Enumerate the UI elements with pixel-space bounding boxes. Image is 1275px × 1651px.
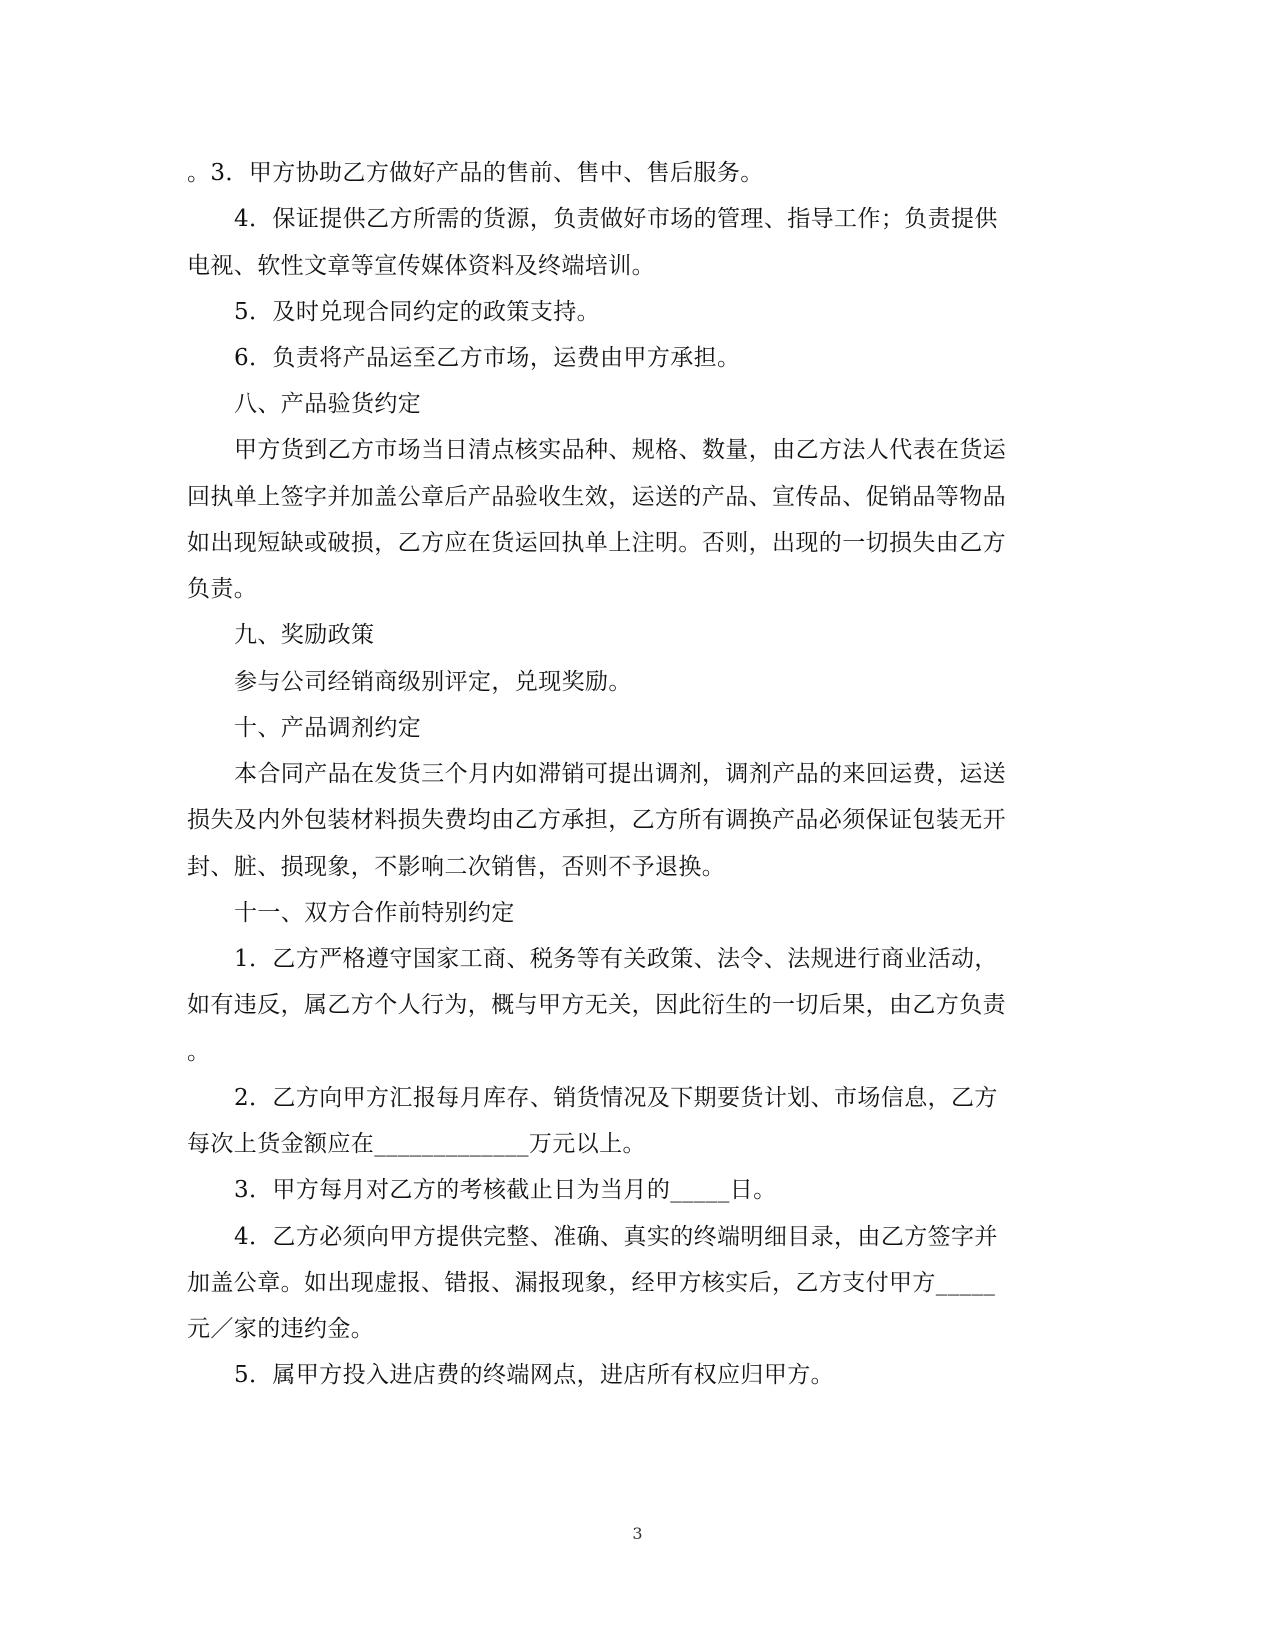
text-line: 电视、软性文章等宣传媒体资料及终端培训。 — [187, 253, 655, 279]
text-line: 参与公司经销商级别评定，兑现奖励。 — [234, 669, 632, 695]
text-line: 元／家的违约金。 — [187, 1316, 375, 1342]
section-heading: 十、产品调剂约定 — [234, 715, 422, 741]
text-line: 加盖公章。如出现虚报、错报、漏报现象，经甲方核实后，乙方支付甲方_____ — [187, 1270, 996, 1296]
section-heading: 八、产品验货约定 — [234, 391, 422, 417]
text-line: 4．乙方必须向甲方提供完整、准确、真实的终端明细目录，由乙方签字并 — [234, 1224, 998, 1250]
text-line: 每次上货金额应在_____________万元以上。 — [187, 1131, 646, 1157]
text-line: 6．负责将产品运至乙方市场，运费由甲方承担。 — [234, 345, 741, 371]
text-line: 本合同产品在发货三个月内如滞销可提出调剂，调剂产品的来回运费，运送 — [234, 761, 1007, 787]
text-line: 5．属甲方投入进店费的终端网点，进店所有权应归甲方。 — [234, 1362, 835, 1388]
page-number: 3 — [632, 1524, 643, 1543]
text-line: 如出现短缺或破损，乙方应在货运回执单上注明。否则，出现的一切损失由乙方 — [187, 530, 1006, 556]
text-line: 2．乙方向甲方汇报每月库存、销货情况及下期要货计划、市场信息，乙方 — [234, 1085, 998, 1111]
text-line: 甲方货到乙方市场当日清点核实品种、规格、数量，由乙方法人代表在货运 — [234, 437, 1007, 463]
section-heading: 九、奖励政策 — [234, 622, 375, 648]
text-line: 4．保证提供乙方所需的货源，负责做好市场的管理、指导工作；负责提供 — [234, 206, 998, 232]
text-line: 5．及时兑现合同约定的政策支持。 — [234, 299, 601, 325]
text-line: 。3．甲方协助乙方做好产品的售前、售中、售后服务。 — [187, 160, 764, 186]
text-line: 损失及内外包装材料损失费均由乙方承担，乙方所有调换产品必须保证包装无开 — [187, 807, 1006, 833]
text-line: 。 — [187, 1039, 211, 1065]
text-line: 如有违反，属乙方个人行为，概与甲方无关，因此衍生的一切后果，由乙方负责 — [187, 992, 1006, 1018]
text-line: 3．甲方每月对乙方的考核截止日为当月的_____日。 — [234, 1177, 777, 1203]
text-line: 回执单上签字并加盖公章后产品验收生效，运送的产品、宣传品、促销品等物品 — [187, 484, 1006, 510]
text-line: 负责。 — [187, 576, 258, 602]
text-line: 封、脏、损现象，不影响二次销售，否则不予退换。 — [187, 854, 726, 880]
section-heading: 十一、双方合作前特别约定 — [234, 900, 515, 926]
text-line: 1．乙方严格遵守国家工商、税务等有关政策、法令、法规进行商业活动， — [234, 946, 998, 972]
